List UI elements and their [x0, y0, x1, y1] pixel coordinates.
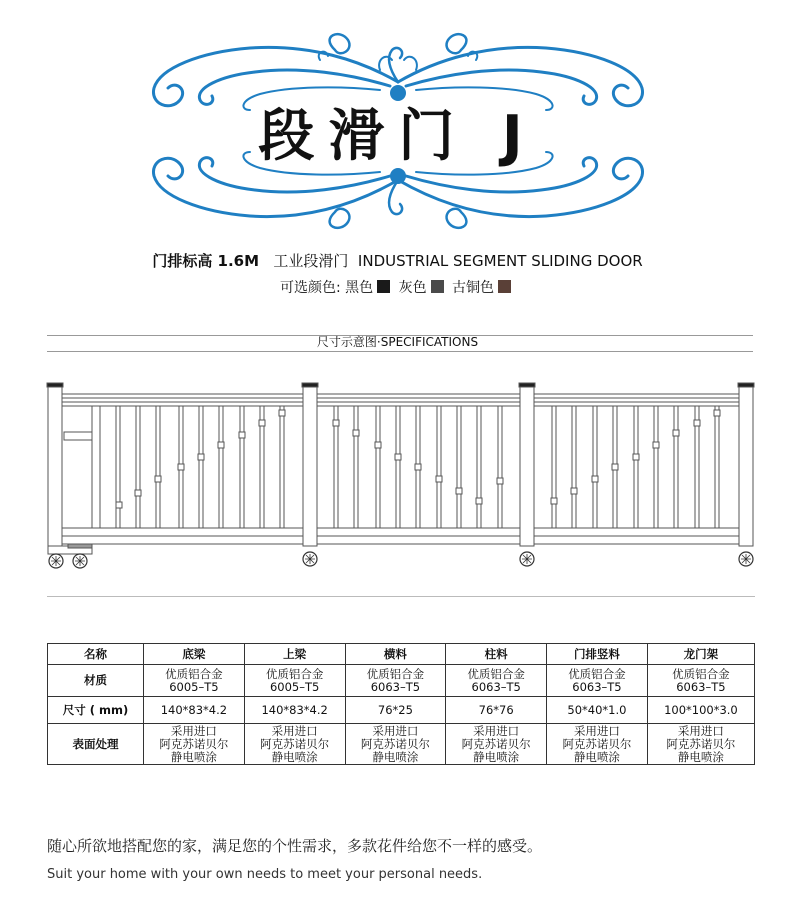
table-header-cell: 门排竖料	[547, 644, 648, 665]
table-header-cell: 横料	[345, 644, 446, 665]
table-cell: 50*40*1.0	[547, 697, 648, 724]
height-spec: 门排标高 1.6M	[152, 252, 260, 270]
table-cell: 140*83*4.2	[244, 697, 345, 724]
table-header-cell: 柱料	[446, 644, 547, 665]
table-header-cell: 底梁	[144, 644, 245, 665]
table-row	[48, 665, 755, 697]
table-cell: 76*76	[446, 697, 547, 724]
color-options-label: 可选颜色:	[279, 280, 341, 296]
table-cell: 优质铝合金 6063–T5	[345, 665, 446, 697]
table-header-cell: 名称	[48, 644, 144, 665]
product-subtitle	[0, 250, 795, 271]
color-swatch-bronze	[498, 280, 511, 293]
color-option-name: 古铜色	[452, 280, 495, 296]
table-cell: 140*83*4.2	[144, 697, 245, 724]
table-header-cell: 上梁	[244, 644, 345, 665]
row-label: 材质	[48, 665, 144, 697]
table-cell: 采用进口 阿克苏诺贝尔 静电喷涂	[446, 724, 547, 765]
gate-diagram	[44, 380, 759, 570]
color-swatch-black	[377, 280, 390, 293]
specs-heading: 尺寸示意图·SPECIFICATIONS	[316, 335, 479, 349]
color-option-name: 灰色	[398, 280, 427, 296]
table-cell: 优质铝合金 6005–T5	[244, 665, 345, 697]
product-name-cn: 工业段滑门	[273, 252, 349, 270]
table-cell: 采用进口 阿克苏诺贝尔 静电喷涂	[345, 724, 446, 765]
table-cell: 优质铝合金 6063–T5	[547, 665, 648, 697]
spec-table	[47, 643, 755, 765]
table-cell: 采用进口 阿克苏诺贝尔 静电喷涂	[244, 724, 345, 765]
color-option-name: 黑色	[345, 280, 374, 296]
table-cell: 采用进口 阿克苏诺贝尔 静电喷涂	[647, 724, 754, 765]
color-options	[0, 277, 795, 297]
section-divider	[47, 596, 755, 597]
table-row	[48, 697, 755, 724]
page-title: 段滑门 J	[258, 104, 537, 169]
table-row	[48, 724, 755, 765]
footer-slogan-cn: 随心所欲地搭配您的家，满足您的个性需求，多款花件给您不一样的感受。	[47, 837, 543, 855]
footer-slogan-en: Suit your home with your own needs to meet your personal needs.	[47, 867, 483, 882]
table-cell: 76*25	[345, 697, 446, 724]
row-label: 尺寸 ( mm)	[48, 697, 144, 724]
table-cell: 采用进口 阿克苏诺贝尔 静电喷涂	[144, 724, 245, 765]
table-cell: 优质铝合金 6063–T5	[446, 665, 547, 697]
table-cell: 优质铝合金 6005–T5	[144, 665, 245, 697]
row-label: 表面处理	[48, 724, 144, 765]
color-swatch-gray	[431, 280, 444, 293]
table-header-cell: 龙门架	[647, 644, 754, 665]
table-cell: 100*100*3.0	[647, 697, 754, 724]
table-header-row	[48, 644, 755, 665]
product-name-en: INDUSTRIAL SEGMENT SLIDING DOOR	[357, 252, 643, 270]
table-cell: 采用进口 阿克苏诺贝尔 静电喷涂	[547, 724, 648, 765]
table-cell: 优质铝合金 6063–T5	[647, 665, 754, 697]
